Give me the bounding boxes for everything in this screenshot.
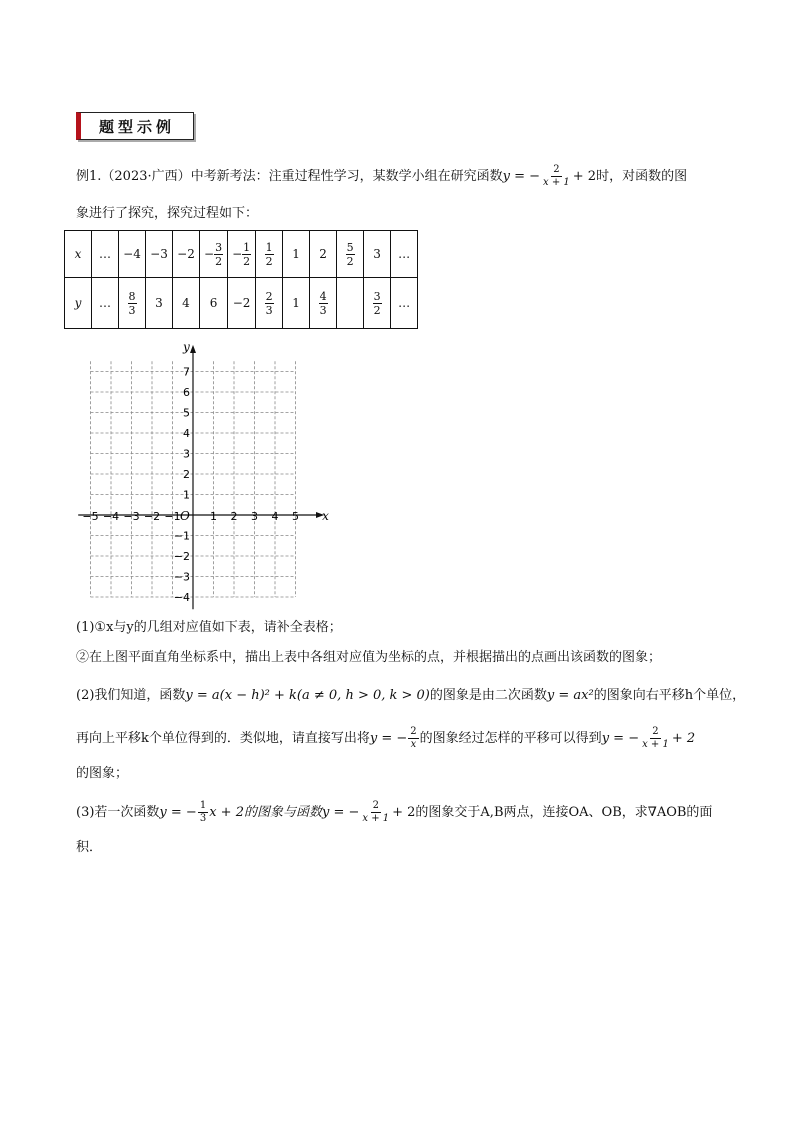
y-tick-label: 1 — [183, 488, 190, 502]
x-axis-label: x — [322, 509, 329, 523]
table-cell-y-6: $\frac{2}{3}$ — [256, 278, 283, 329]
table-cell-y-11: … — [391, 278, 418, 329]
q3-text-1: x + 2的图象与函数 — [209, 805, 322, 820]
q2b-y1: y = − — [369, 731, 408, 746]
func-fraction — [541, 164, 572, 189]
q2b-text-pre: 再向上平移k个单位得到的．类似地，请直接写出将 — [76, 731, 370, 746]
table-cell-y-5: −2 — [228, 278, 256, 329]
table-cell-x-3: −2 — [173, 231, 200, 278]
q3-y2: y = − — [321, 805, 360, 820]
y-tick-label: −3 — [173, 570, 190, 584]
y-tick-label: 3 — [183, 447, 190, 461]
q2b-numerator-1: 2 — [410, 726, 417, 737]
func-y: y = − — [502, 169, 541, 184]
q3-y1: y = − — [159, 805, 197, 820]
q3-text-2: + 2的图象交于A,B两点，连接OA、OB，求∇AOB的面 — [392, 805, 713, 820]
section-banner — [76, 112, 194, 140]
q2-formula-quadratic: y = ax² — [546, 688, 594, 703]
table-cell-x-9: $\frac{5}{2}$ — [337, 231, 364, 278]
q2b-numerator-2: 2 — [652, 726, 659, 737]
table-cell-x-7: 1 — [283, 231, 310, 278]
func-tail: + 2时，对函数的图 — [572, 169, 688, 184]
table-cell-y-2: 3 — [146, 278, 173, 329]
x-tick-label: −3 — [123, 510, 140, 523]
value-table — [64, 230, 418, 329]
table-cell-x-4: − $\frac{3}{2}$ — [200, 231, 228, 278]
question-2-line-3: 的图象； — [76, 766, 129, 781]
table-cell-x-2: −3 — [146, 231, 173, 278]
func-denominator: x + 1 — [543, 177, 570, 188]
question-2-line-2 — [76, 726, 695, 751]
table-cell-y-0: … — [92, 278, 119, 329]
table-cell-x-6: $\frac{1}{2}$ — [256, 231, 283, 278]
y-tick-label: 2 — [183, 468, 190, 481]
q2b-tail: + 2 — [671, 731, 696, 746]
y-tick-label: 5 — [183, 406, 190, 420]
origin-label: O — [180, 509, 190, 523]
table-cell-y-8: $\frac{4}{3}$ — [310, 278, 337, 329]
q2-formula-vertex: y = a(x − h)² + k(a ≠ 0, h > 0, k > 0) — [185, 688, 430, 703]
y-tick-label: −1 — [173, 529, 190, 543]
q2b-denominator-1: x — [410, 739, 417, 750]
q3-numerator-2: 2 — [372, 800, 379, 811]
func-numerator: 2 — [553, 164, 560, 175]
q2b-text-mid: 的图象经过怎样的平移可以得到 — [419, 731, 602, 746]
table-row-x — [65, 231, 418, 278]
x-tick-label: 2 — [230, 510, 238, 523]
question-2-line-1 — [76, 686, 745, 706]
y-axis-arrow-icon — [190, 345, 196, 353]
q2b-denominator-2: x + 1 — [642, 739, 669, 750]
coordinate-grid — [60, 340, 340, 610]
table-cell-x-10: 3 — [364, 231, 391, 278]
question-1a: (1)①x与y的几组对应值如下表，请补全表格； — [76, 620, 342, 635]
q3-numerator-1: 1 — [199, 800, 207, 811]
y-tick-label: 4 — [183, 427, 190, 440]
table-cell-x-0: … — [92, 231, 119, 278]
y-tick-label: −2 — [173, 550, 190, 563]
question-3-line-2: 积． — [76, 840, 103, 855]
q2-text-pre: (2)我们知道，函数 — [76, 688, 186, 703]
y-tick-label: −4 — [173, 591, 190, 604]
q3-fraction-2 — [360, 800, 391, 825]
table-cell-y-7: 1 — [283, 278, 310, 329]
table-cell-x-11: … — [391, 231, 418, 278]
table-row-label-y: y — [65, 278, 92, 329]
q2b-fraction-1 — [408, 726, 418, 751]
table-cell-x-5: − $\frac{1}{2}$ — [228, 231, 256, 278]
q2b-y2: y = − — [601, 731, 640, 746]
q2-text-mid: 的图象是由二次函数 — [429, 688, 547, 703]
example-line-2: 象进行了探究，探究过程如下： — [76, 206, 259, 221]
table-cell-y-4: 6 — [200, 278, 228, 329]
q3-fraction-1 — [198, 800, 208, 825]
table-cell-y-3: 4 — [173, 278, 200, 329]
x-tick-label: 4 — [271, 510, 279, 523]
x-tick-label: −4 — [102, 510, 120, 523]
table-cell-x-8: 2 — [310, 231, 337, 278]
x-tick-label: 5 — [292, 510, 299, 523]
example-line-1 — [76, 164, 687, 189]
x-tick-label: −2 — [143, 510, 161, 523]
x-tick-label: 1 — [210, 510, 217, 523]
q3-denominator-1: 3 — [199, 813, 207, 824]
q2b-fraction-2 — [640, 726, 671, 751]
table-row-label-x: x — [65, 231, 92, 278]
question-1b: ②在上图平面直角坐标系中，描出上表中各组对应值为坐标的点，并根据描出的点画出该函数的图象； — [76, 650, 662, 665]
question-3-line-1 — [76, 800, 712, 825]
x-tick-label: 3 — [251, 510, 258, 523]
y-axis-label: y — [183, 340, 190, 354]
x-tick-label: −1 — [164, 510, 181, 523]
example-prefix: 例1.（2023·广西）中考新考法：注重过程性学习，某数学小组在研究函数 — [76, 169, 503, 184]
x-tick-label: −5 — [82, 510, 99, 523]
q2-text-post: 的图象向右平移h个单位， — [593, 688, 746, 703]
y-tick-label: 7 — [183, 365, 190, 379]
table-cell-y-9 — [337, 278, 364, 329]
y-tick-label: 6 — [183, 386, 190, 399]
table-cell-y-10: $\frac{3}{2}$ — [364, 278, 391, 329]
table-cell-y-1: $\frac{8}{3}$ — [119, 278, 146, 329]
q3-denominator-2: x + 1 — [362, 813, 390, 824]
banner-title: 题型示例 — [98, 117, 175, 136]
table-row-y — [65, 278, 418, 329]
q3-text-pre: (3)若一次函数 — [76, 805, 160, 820]
table-cell-x-1: −4 — [119, 231, 146, 278]
